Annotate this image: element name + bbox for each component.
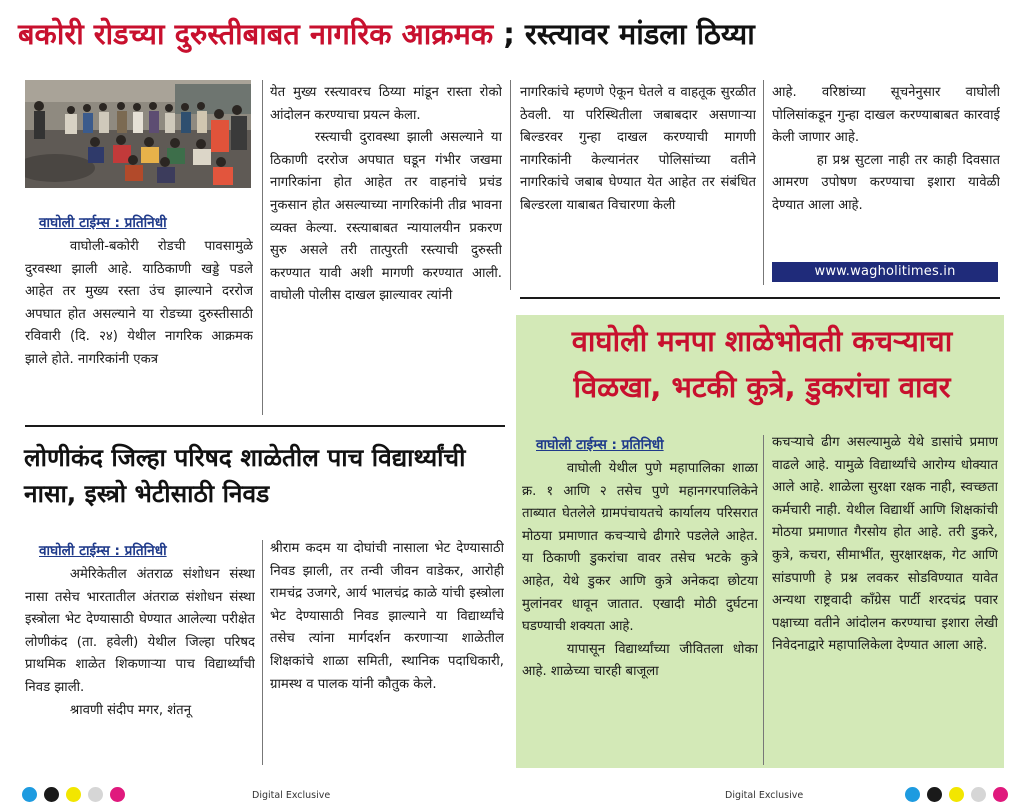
article1-column1 (25, 210, 253, 418)
registration-dot (949, 787, 964, 802)
registration-dot (993, 787, 1008, 802)
registration-dot (88, 787, 103, 802)
article2-col2-paragraph: श्रीराम कदम या दोघांची नासाला भेट देण्यासाठी निवड झाली, तर तन्वी जीवन वाडेकर, आरोही रामचंद्र उजगरे, आर्य भालचंद्र काळे यांची इस्त्रोला भेट देण्यासाठी निवड झाल्याने या विद्यार्थ्यांचे तसेच त्यांना मार्गदर्शन करणाऱ्या शाळेतील शिक्षकांचे शाळा समिती, स्थानिक पदाधिकारी, ग्रामस्थ व पालक यांनी कौतुक केले. (270, 541, 504, 692)
main-headline-red: बकोरी रोडच्या दुरुस्तीबाबत नागरिक आक्रमक (18, 17, 494, 51)
main-headline-black: ; रस्त्यावर मांडला ठिय्या (493, 17, 755, 51)
article1-col3-paragraph: नागरिकांचे म्हणणे ऐकून घेतले व वाहतूक सुरळीत ठेवली. या परिस्थितीला जबाबदार असणाऱ्या बिल्डरवर गुन्हा दाखल करण्याची मागणी नागरिकांनी केल्यानंतर पोलिसांच्या वतीने नागरिकांचे जबाब घेण्यात येत आहेत तर संबंधित बिल्डरला याबाबत विचारणा केली (520, 85, 756, 213)
registration-dot (905, 787, 920, 802)
column-divider (510, 80, 511, 290)
column-divider (262, 80, 263, 415)
article1-column2 (270, 82, 502, 414)
article1-col2-paragraph1: येत मुख्य रस्त्यावरच ठिय्या मांडून रास्ता रोको आंदोलन करण्याचा प्रयत्न केला. (270, 85, 502, 123)
article2-byline: वाघोली टाईम्स : प्रतिनिधी (39, 543, 167, 559)
registration-dot (22, 787, 37, 802)
article1-col4-paragraph1: आहे. वरिष्ठांच्या सूचनेनुसार वाघोली पोलिसांकडून गुन्हा दाखल करण्याबाबत कारवाई केली जाणार आहे. (772, 85, 1000, 146)
footer-label-right: Digital Exclusive (725, 790, 804, 801)
article3-col1-paragraph1: वाघोली येथील पुणे महापालिका शाळा क्र. १ आणि २ तसेच पुणे महानगरपालिकेने ताब्यात घेतलेले ग्रामपंचायतचे कार्यालय परिसरात मोठया प्रमाणात कचऱ्याचे ढीगारे पडलेले आहेत. या ठिकाणी डुकरांचा वावर तसेच भटके कुत्रे आहेत, येथे डुकर आणि कुत्रे अनेकदा छोटया मुलांनवर धावून जातात. एखादी मोठी दुर्घटना घडण्याची शक्यता आहे. (522, 461, 758, 635)
article2-col1-paragraph2: श्रावणी संदीप मगर, शंतनू (69, 702, 192, 718)
article3-column1 (522, 432, 758, 766)
page-footer (0, 776, 1024, 812)
registration-dot (927, 787, 942, 802)
article1-col2-paragraph2: रस्त्याची दुरावस्था झाली असल्याने या ठिकाणी दररोज अपघात घडून गंभीर जखमा नागरिकांना होत आहेत तर वाहनांचे प्रचंड नुकसान होत असल्याच्या नागरिकांनी तीव्र भावना व्यक्त केल्या. रस्त्याबाबत न्यायालयीन प्रकरण सुरु असले तरी तात्पुरती रस्त्याची दुरुस्ती करण्यात यावी अशी मागणी करण्यात आली. वाघोली पोलीस दाखल झाल्यावर त्यांनी (270, 130, 502, 304)
article1-column3 (520, 82, 756, 282)
column-divider (262, 540, 263, 765)
column-divider (763, 80, 764, 285)
article1-byline: वाघोली टाईम्स : प्रतिनिधी (39, 215, 167, 231)
article1-col4-paragraph2: हा प्रश्न सुटला नाही तर काही दिवसात आमरण उपोषण करण्याचा इशारा यावेळी देण्यात आला आहे. (772, 152, 1000, 213)
article3-column2 (772, 432, 998, 766)
article3-col2-paragraph: कचऱ्याचे ढीग असल्यामुळे येथे डासांचे प्रमाण वाढले आहे. यामुळे विद्यार्थ्यांचे आरोग्य धोक्यात आले आहे. शाळेला सुरक्षा रक्षक नाही, स्वच्छता कर्मचारी नाही. येथील विद्यार्थी आणि शिक्षकांची मोठया प्रमाणात गैरसोय होत आहे. तरी डुकरे, कुत्रे, कचरा, सीमाभींत, सुरक्षारक्षक, गेट आणि सांडपाणी हे प्रश्न लवकर सोडविण्यात यावेत अन्यथा राष्ट्रवादी कॉंग्रेस पार्टी शरदचंद्र पवार पक्षाच्या वतीने आंदोलन करण्याचा इशारा लेखी निवेदनाद्वारे महापालिकेला देण्यात आला आहे. (772, 435, 998, 654)
registration-dot (66, 787, 81, 802)
article2-column1 (25, 538, 255, 766)
article3-col1-paragraph2: यापासून विद्यार्थ्यांच्या जीवितला धोका आहे. शाळेच्या चारही बाजूला (522, 641, 758, 680)
article3-byline: वाघोली टाईम्स : प्रतिनिधी (536, 437, 664, 453)
article2-col1-paragraph1: अमेरिकेतील अंतराळ संशोधन संस्था नासा तसेच भारतातील अंतराळ संशोधन संस्था इस्त्रोला भेट देण्यासाठी घेण्यात आलेल्या परीक्षेत लोणीकंद (ता. हवेली) येथील जिल्हा परिषद प्राथमिक शाळेत शिकणाऱ्या पाच विद्यार्थ्यांची निवड झाली. (25, 567, 255, 695)
column-divider (763, 435, 764, 765)
section-divider (520, 297, 1000, 299)
lonikand-headline: लोणीकंद जिल्हा परिषद शाळेतील पाच विद्यार्थ्यांची नासा, इस्त्रो भेटीसाठी निवड (24, 443, 466, 508)
registration-dot (44, 787, 59, 802)
article1-column4 (772, 82, 1000, 262)
registration-dot (971, 787, 986, 802)
article2-column2 (270, 538, 504, 766)
crowd-photo-illustration (25, 80, 251, 188)
article1-col1-paragraph: वाघोली-बकोरी रोडची पावसामुळे दुरवस्था झाली आहे. याठिकाणी खड्डे पडले आहेत तर मुख्य रस्ता उंच झाल्याने दररोज अपघात होत असल्याने या रोडच्या दुरुस्तीसाठी रविवारी (दि. २४) येथील नागरिक आक्रमक झाले होते. नागरिकांनी एकत्र (25, 239, 253, 367)
website-url-box: www.wagholitimes.in (772, 262, 998, 282)
registration-dot (110, 787, 125, 802)
section-divider (25, 425, 505, 427)
protest-photo (25, 80, 251, 188)
main-headline (18, 16, 1008, 52)
school-headline: वाघोली मनपा शाळेभोवती कचऱ्याचा विळखा, भटकी कुत्रे, डुकरांचा वावर (571, 324, 953, 404)
footer-label-left: Digital Exclusive (252, 790, 331, 801)
